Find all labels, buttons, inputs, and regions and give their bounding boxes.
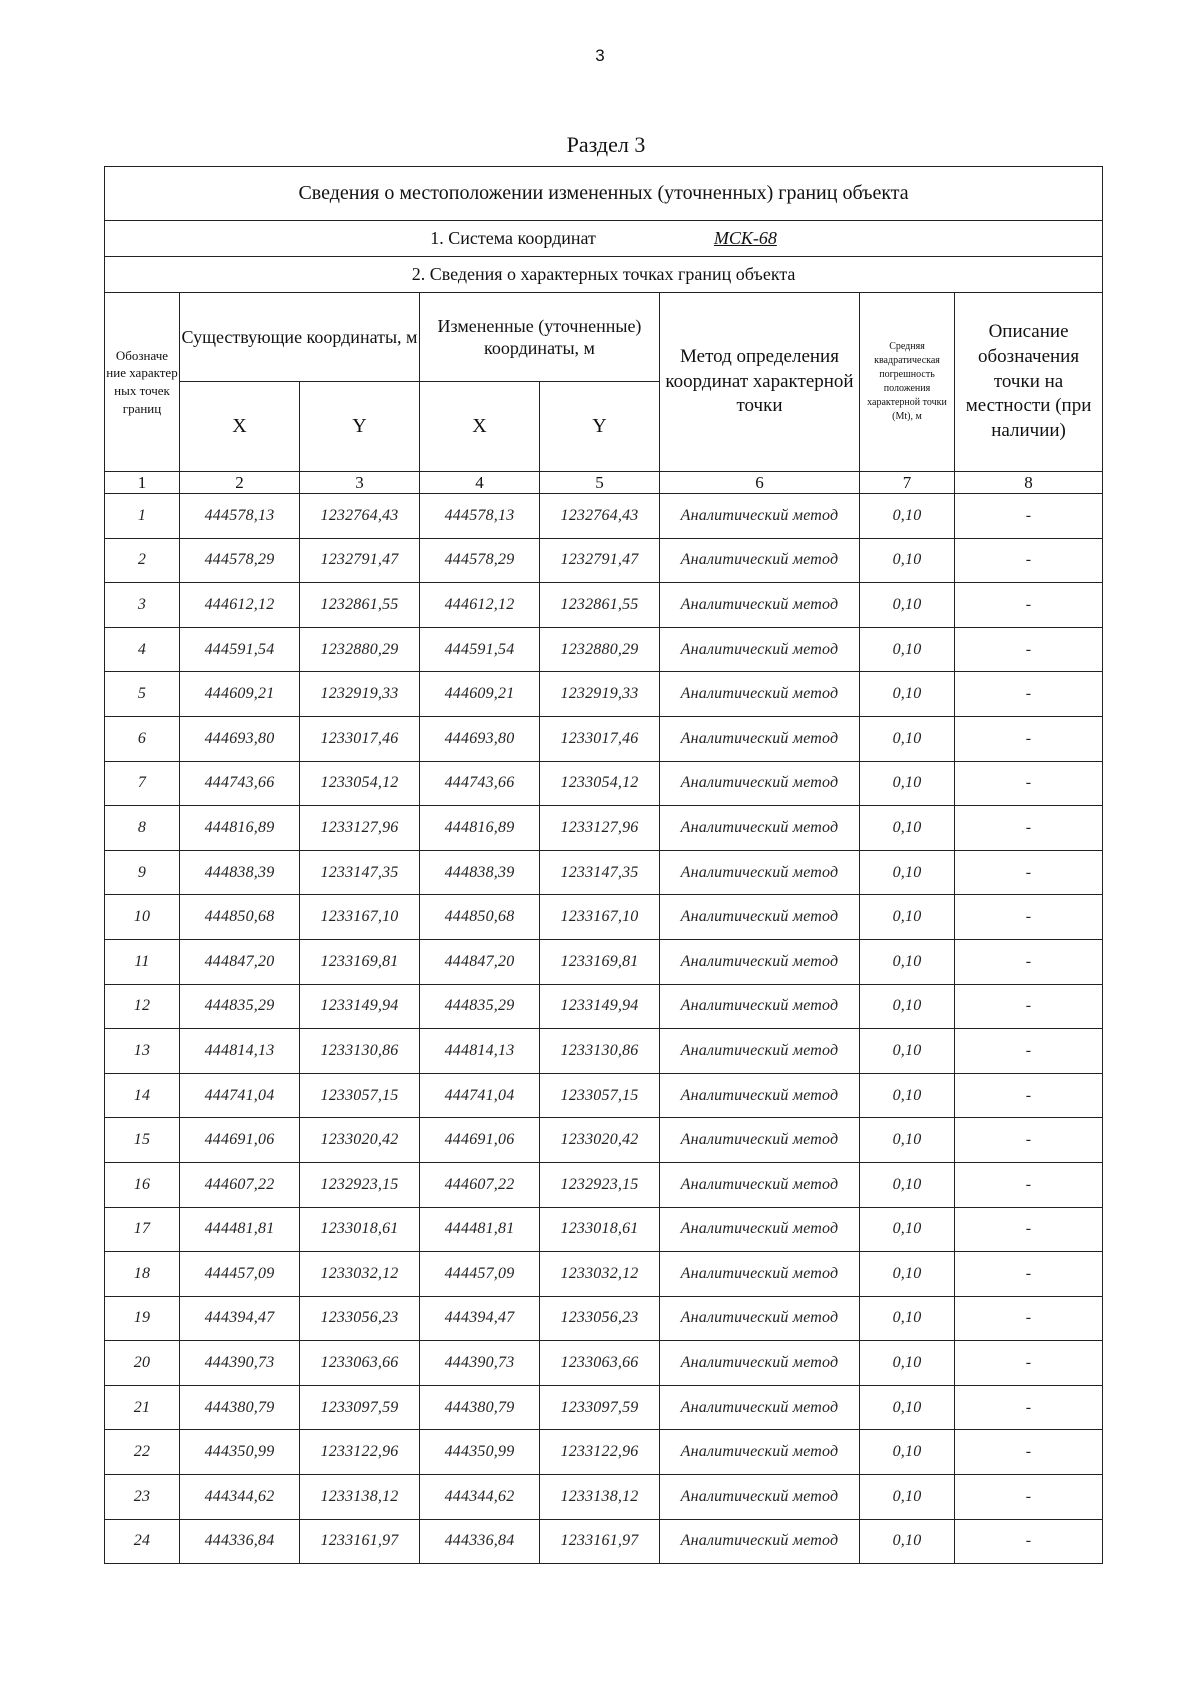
cell-accuracy: 0,10	[860, 1029, 955, 1074]
cell-accuracy: 0,10	[860, 716, 955, 761]
cell-existing-y: 1233056,23	[300, 1296, 420, 1341]
cell-changed-x: 444693,80	[420, 716, 540, 761]
cell-accuracy: 0,10	[860, 1385, 955, 1430]
cell-changed-y: 1233122,96	[540, 1430, 660, 1475]
cell-method: Аналитический метод	[660, 895, 860, 940]
cell-description: -	[955, 761, 1103, 806]
cell-existing-y: 1233127,96	[300, 806, 420, 851]
table-row	[105, 761, 1103, 806]
cell-method: Аналитический метод	[660, 1073, 860, 1118]
cell-existing-x: 444612,12	[180, 583, 300, 628]
column-number: 5	[540, 472, 660, 494]
cell-existing-y: 1233122,96	[300, 1430, 420, 1475]
cell-description: -	[955, 1252, 1103, 1297]
coord-system-label: 1. Система координат	[430, 228, 596, 248]
column-number: 1	[105, 472, 180, 494]
cell-existing-x: 444835,29	[180, 984, 300, 1029]
cell-changed-x: 444816,89	[420, 806, 540, 851]
cell-description: -	[955, 1162, 1103, 1207]
cell-changed-x: 444481,81	[420, 1207, 540, 1252]
cell-description: -	[955, 1207, 1103, 1252]
cell-description: -	[955, 716, 1103, 761]
header-changed-y: Y	[540, 382, 660, 472]
cell-description: -	[955, 895, 1103, 940]
cell-existing-x: 444350,99	[180, 1430, 300, 1475]
cell-method: Аналитический метод	[660, 806, 860, 851]
table-row	[105, 494, 1103, 539]
cell-method: Аналитический метод	[660, 850, 860, 895]
cell-method: Аналитический метод	[660, 627, 860, 672]
points-caption: 2. Сведения о характерных точках границ объекта	[105, 257, 1103, 293]
cell-existing-y: 1233032,12	[300, 1252, 420, 1297]
cell-accuracy: 0,10	[860, 627, 955, 672]
cell-method: Аналитический метод	[660, 1341, 860, 1386]
cell-accuracy: 0,10	[860, 672, 955, 717]
table-row	[105, 1029, 1103, 1074]
cell-existing-x: 444380,79	[180, 1385, 300, 1430]
column-number: 3	[300, 472, 420, 494]
cell-accuracy: 0,10	[860, 494, 955, 539]
cell-changed-y: 1233097,59	[540, 1385, 660, 1430]
cell-existing-x: 444743,66	[180, 761, 300, 806]
cell-point-number: 15	[105, 1118, 180, 1163]
cell-method: Аналитический метод	[660, 761, 860, 806]
column-number: 2	[180, 472, 300, 494]
column-number: 7	[860, 472, 955, 494]
header-changed-x: X	[420, 382, 540, 472]
cell-changed-x: 444691,06	[420, 1118, 540, 1163]
cell-accuracy: 0,10	[860, 939, 955, 984]
cell-existing-x: 444457,09	[180, 1252, 300, 1297]
cell-existing-y: 1233097,59	[300, 1385, 420, 1430]
cell-changed-y: 1232919,33	[540, 672, 660, 717]
table-row	[105, 850, 1103, 895]
cell-changed-y: 1233127,96	[540, 806, 660, 851]
cell-changed-y: 1233130,86	[540, 1029, 660, 1074]
cell-existing-x: 444838,39	[180, 850, 300, 895]
cell-point-number: 17	[105, 1207, 180, 1252]
cell-existing-y: 1232880,29	[300, 627, 420, 672]
cell-existing-x: 444741,04	[180, 1073, 300, 1118]
cell-changed-x: 444344,62	[420, 1475, 540, 1520]
cell-existing-y: 1233018,61	[300, 1207, 420, 1252]
cell-point-number: 22	[105, 1430, 180, 1475]
cell-existing-y: 1233054,12	[300, 761, 420, 806]
cell-changed-y: 1233017,46	[540, 716, 660, 761]
cell-changed-x: 444847,20	[420, 939, 540, 984]
table-caption: Сведения о местоположении измененных (уточненных) границ объекта	[105, 167, 1103, 221]
cell-changed-x: 444457,09	[420, 1252, 540, 1297]
cell-point-number: 16	[105, 1162, 180, 1207]
section-title: Раздел 3	[566, 132, 646, 157]
cell-changed-y: 1233018,61	[540, 1207, 660, 1252]
cell-description: -	[955, 1296, 1103, 1341]
cell-method: Аналитический метод	[660, 716, 860, 761]
cell-point-number: 6	[105, 716, 180, 761]
cell-method: Аналитический метод	[660, 939, 860, 984]
column-number: 6	[660, 472, 860, 494]
table-row	[105, 583, 1103, 628]
cell-existing-y: 1233063,66	[300, 1341, 420, 1386]
cell-method: Аналитический метод	[660, 494, 860, 539]
coord-system-row	[105, 221, 1103, 257]
cell-existing-x: 444481,81	[180, 1207, 300, 1252]
cell-point-number: 24	[105, 1519, 180, 1564]
cell-point-number: 4	[105, 627, 180, 672]
cell-existing-x: 444591,54	[180, 627, 300, 672]
header-point-designation: Обозначе ние характер ных точек границ	[105, 293, 180, 472]
cell-point-number: 9	[105, 850, 180, 895]
table-row	[105, 716, 1103, 761]
cell-point-number: 3	[105, 583, 180, 628]
boundary-points-table	[104, 166, 1103, 1564]
cell-existing-y: 1232791,47	[300, 538, 420, 583]
cell-description: -	[955, 1385, 1103, 1430]
page-number: 3	[595, 46, 605, 65]
cell-description: -	[955, 538, 1103, 583]
cell-point-number: 19	[105, 1296, 180, 1341]
cell-accuracy: 0,10	[860, 1519, 955, 1564]
cell-existing-y: 1233057,15	[300, 1073, 420, 1118]
cell-changed-x: 444380,79	[420, 1385, 540, 1430]
table-row	[105, 895, 1103, 940]
cell-point-number: 12	[105, 984, 180, 1029]
cell-changed-x: 444741,04	[420, 1073, 540, 1118]
header-description: Описание обозначения точки на местности (при наличии)	[955, 293, 1103, 472]
cell-description: -	[955, 627, 1103, 672]
cell-changed-y: 1232861,55	[540, 583, 660, 628]
cell-description: -	[955, 583, 1103, 628]
cell-description: -	[955, 1341, 1103, 1386]
cell-changed-x: 444390,73	[420, 1341, 540, 1386]
table-row	[105, 672, 1103, 717]
cell-accuracy: 0,10	[860, 1430, 955, 1475]
cell-changed-x: 444578,29	[420, 538, 540, 583]
cell-existing-y: 1232861,55	[300, 583, 420, 628]
cell-existing-y: 1233147,35	[300, 850, 420, 895]
column-number: 8	[955, 472, 1103, 494]
cell-description: -	[955, 1519, 1103, 1564]
cell-method: Аналитический метод	[660, 1475, 860, 1520]
header-existing-y: Y	[300, 382, 420, 472]
cell-existing-y: 1232764,43	[300, 494, 420, 539]
column-number: 4	[420, 472, 540, 494]
table-row	[105, 1519, 1103, 1564]
cell-accuracy: 0,10	[860, 1162, 955, 1207]
cell-existing-y: 1232923,15	[300, 1162, 420, 1207]
table-row	[105, 1073, 1103, 1118]
cell-accuracy: 0,10	[860, 1073, 955, 1118]
cell-existing-y: 1233169,81	[300, 939, 420, 984]
cell-changed-y: 1232791,47	[540, 538, 660, 583]
cell-method: Аналитический метод	[660, 583, 860, 628]
cell-method: Аналитический метод	[660, 1207, 860, 1252]
cell-existing-x: 444816,89	[180, 806, 300, 851]
cell-existing-x: 444814,13	[180, 1029, 300, 1074]
cell-accuracy: 0,10	[860, 895, 955, 940]
cell-point-number: 14	[105, 1073, 180, 1118]
cell-accuracy: 0,10	[860, 806, 955, 851]
cell-changed-y: 1233032,12	[540, 1252, 660, 1297]
header-accuracy: Средняя квадратическая погрешность положения характерной точки (Mt), м	[860, 293, 955, 472]
cell-changed-x: 444591,54	[420, 627, 540, 672]
table-row	[105, 1341, 1103, 1386]
cell-accuracy: 0,10	[860, 1252, 955, 1297]
cell-changed-y: 1233149,94	[540, 984, 660, 1029]
table-row	[105, 1296, 1103, 1341]
cell-changed-y: 1232923,15	[540, 1162, 660, 1207]
cell-description: -	[955, 672, 1103, 717]
cell-accuracy: 0,10	[860, 984, 955, 1029]
table-row	[105, 627, 1103, 672]
cell-existing-x: 444607,22	[180, 1162, 300, 1207]
cell-changed-x: 444609,21	[420, 672, 540, 717]
cell-method: Аналитический метод	[660, 1430, 860, 1475]
cell-changed-x: 444612,12	[420, 583, 540, 628]
cell-existing-x: 444578,29	[180, 538, 300, 583]
cell-changed-y: 1233056,23	[540, 1296, 660, 1341]
cell-existing-x: 444691,06	[180, 1118, 300, 1163]
cell-accuracy: 0,10	[860, 538, 955, 583]
cell-changed-y: 1233147,35	[540, 850, 660, 895]
cell-accuracy: 0,10	[860, 1207, 955, 1252]
cell-description: -	[955, 939, 1103, 984]
cell-changed-y: 1233167,10	[540, 895, 660, 940]
cell-method: Аналитический метод	[660, 984, 860, 1029]
cell-description: -	[955, 1430, 1103, 1475]
cell-changed-y: 1233169,81	[540, 939, 660, 984]
cell-existing-x: 444850,68	[180, 895, 300, 940]
table-row	[105, 538, 1103, 583]
cell-method: Аналитический метод	[660, 1118, 860, 1163]
cell-accuracy: 0,10	[860, 761, 955, 806]
cell-point-number: 1	[105, 494, 180, 539]
cell-existing-y: 1233167,10	[300, 895, 420, 940]
coord-system-value: МСК-68	[713, 228, 777, 248]
cell-point-number: 21	[105, 1385, 180, 1430]
cell-point-number: 5	[105, 672, 180, 717]
cell-changed-y: 1233054,12	[540, 761, 660, 806]
cell-existing-y: 1233161,97	[300, 1519, 420, 1564]
cell-method: Аналитический метод	[660, 1252, 860, 1297]
table-row	[105, 939, 1103, 984]
table-row	[105, 1252, 1103, 1297]
cell-accuracy: 0,10	[860, 850, 955, 895]
cell-existing-x: 444693,80	[180, 716, 300, 761]
cell-changed-x: 444336,84	[420, 1519, 540, 1564]
cell-method: Аналитический метод	[660, 672, 860, 717]
cell-description: -	[955, 1073, 1103, 1118]
cell-method: Аналитический метод	[660, 1162, 860, 1207]
cell-accuracy: 0,10	[860, 1118, 955, 1163]
cell-accuracy: 0,10	[860, 1475, 955, 1520]
column-numbers-row	[105, 472, 1103, 494]
cell-description: -	[955, 984, 1103, 1029]
table-row	[105, 1207, 1103, 1252]
cell-description: -	[955, 1475, 1103, 1520]
cell-method: Аналитический метод	[660, 1029, 860, 1074]
header-existing-x: X	[180, 382, 300, 472]
cell-accuracy: 0,10	[860, 1341, 955, 1386]
cell-changed-x: 444394,47	[420, 1296, 540, 1341]
table-row	[105, 984, 1103, 1029]
cell-changed-y: 1233063,66	[540, 1341, 660, 1386]
cell-method: Аналитический метод	[660, 1385, 860, 1430]
cell-existing-x: 444609,21	[180, 672, 300, 717]
cell-changed-y: 1233020,42	[540, 1118, 660, 1163]
table-row	[105, 1475, 1103, 1520]
cell-point-number: 10	[105, 895, 180, 940]
cell-existing-y: 1232919,33	[300, 672, 420, 717]
cell-point-number: 20	[105, 1341, 180, 1386]
table-row	[105, 1385, 1103, 1430]
cell-changed-y: 1232880,29	[540, 627, 660, 672]
cell-accuracy: 0,10	[860, 1296, 955, 1341]
cell-description: -	[955, 806, 1103, 851]
cell-point-number: 13	[105, 1029, 180, 1074]
cell-changed-y: 1233057,15	[540, 1073, 660, 1118]
cell-existing-x: 444390,73	[180, 1341, 300, 1386]
table-row	[105, 1430, 1103, 1475]
cell-description: -	[955, 494, 1103, 539]
cell-changed-x: 444838,39	[420, 850, 540, 895]
cell-description: -	[955, 1029, 1103, 1074]
cell-existing-y: 1233017,46	[300, 716, 420, 761]
cell-point-number: 11	[105, 939, 180, 984]
header-existing-coords: Существующие координаты, м	[180, 293, 420, 382]
cell-point-number: 2	[105, 538, 180, 583]
cell-point-number: 23	[105, 1475, 180, 1520]
cell-description: -	[955, 1118, 1103, 1163]
cell-changed-y: 1232764,43	[540, 494, 660, 539]
cell-changed-x: 444835,29	[420, 984, 540, 1029]
cell-changed-x: 444814,13	[420, 1029, 540, 1074]
header-method: Метод определения координат характерной точки	[660, 293, 860, 472]
cell-method: Аналитический метод	[660, 1296, 860, 1341]
cell-existing-x: 444344,62	[180, 1475, 300, 1520]
table-row	[105, 806, 1103, 851]
cell-existing-x: 444336,84	[180, 1519, 300, 1564]
cell-existing-x: 444394,47	[180, 1296, 300, 1341]
cell-changed-y: 1233161,97	[540, 1519, 660, 1564]
cell-changed-x: 444850,68	[420, 895, 540, 940]
cell-changed-x: 444350,99	[420, 1430, 540, 1475]
cell-description: -	[955, 850, 1103, 895]
cell-existing-y: 1233130,86	[300, 1029, 420, 1074]
cell-changed-x: 444607,22	[420, 1162, 540, 1207]
header-changed-coords: Измененные (уточненные) координаты, м	[420, 293, 660, 382]
table-row	[105, 1162, 1103, 1207]
cell-changed-x: 444743,66	[420, 761, 540, 806]
cell-changed-x: 444578,13	[420, 494, 540, 539]
cell-method: Аналитический метод	[660, 538, 860, 583]
cell-changed-y: 1233138,12	[540, 1475, 660, 1520]
cell-existing-x: 444847,20	[180, 939, 300, 984]
cell-existing-y: 1233020,42	[300, 1118, 420, 1163]
cell-existing-x: 444578,13	[180, 494, 300, 539]
cell-method: Аналитический метод	[660, 1519, 860, 1564]
cell-point-number: 7	[105, 761, 180, 806]
cell-accuracy: 0,10	[860, 583, 955, 628]
cell-point-number: 18	[105, 1252, 180, 1297]
table-row	[105, 1118, 1103, 1163]
cell-point-number: 8	[105, 806, 180, 851]
cell-existing-y: 1233138,12	[300, 1475, 420, 1520]
cell-existing-y: 1233149,94	[300, 984, 420, 1029]
